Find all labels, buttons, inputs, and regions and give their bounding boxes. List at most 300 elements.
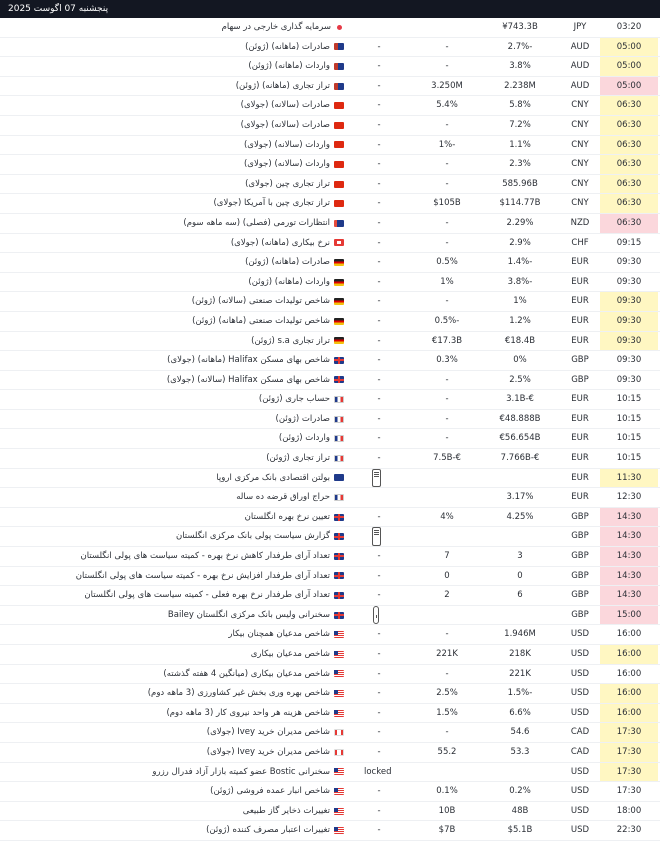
table-row[interactable] (0, 18, 660, 38)
event-name[interactable]: تراز تجاری (ماهانه) (ژوئن) (235, 80, 330, 91)
currency-code: CNY (571, 178, 589, 189)
currency-code: USD (570, 707, 590, 718)
event-name[interactable]: واردات (ماهانه) (ژوئن) (248, 276, 330, 287)
event-name[interactable]: شاخص مدعیان بیکاری (میانگین 4 هفته گذشته) (163, 668, 330, 679)
country-flag-icon (334, 651, 344, 658)
event-name[interactable]: انتظارات تورمی (فصلی) (سه ماهه سوم) (183, 217, 330, 228)
currency-code: CAD (570, 727, 590, 738)
country-flag-icon (334, 788, 344, 795)
actual-value: 1.2% (509, 315, 531, 326)
event-time: 16:00 (600, 704, 658, 723)
table-row[interactable] (0, 567, 660, 587)
actual-value: ¥743.3B (502, 22, 538, 32)
event-cell (152, 763, 344, 782)
event-cell (168, 606, 344, 625)
actual-value: 2.5% (509, 374, 531, 385)
actual-value: 7.766B-€ (500, 453, 540, 464)
table-row[interactable] (0, 273, 660, 293)
currency-code: USD (570, 766, 590, 777)
actual-value: 7.2% (509, 119, 531, 130)
table-row[interactable] (0, 214, 660, 234)
event-name[interactable]: حراج اوراق قرضه ده ساله (236, 492, 330, 503)
table-row[interactable] (0, 390, 660, 410)
event-name[interactable]: صادرات (سالانه) (جولای) (240, 100, 330, 111)
event-cell (245, 175, 344, 194)
country-flag-icon (334, 572, 344, 579)
event-name[interactable]: تغییرات اعتبار مصرف کننده (ژوئن) (206, 825, 330, 836)
event-cell (163, 665, 344, 684)
country-flag-icon (337, 25, 342, 30)
forecast-value: - (445, 61, 449, 72)
forecast-value: 0.1% (436, 786, 458, 797)
event-name[interactable]: واردات (ژوئن) (278, 433, 330, 444)
forecast-value: - (445, 413, 449, 424)
previous-value: - (377, 511, 381, 522)
table-row[interactable] (0, 527, 660, 547)
event-name[interactable]: صادرات (ماهانه) (ژوئن) (245, 41, 330, 52)
event-cell (207, 723, 344, 742)
event-name[interactable]: واردات (سالانه) (جولای) (243, 159, 330, 170)
actual-value: 3 (517, 551, 523, 562)
table-row[interactable] (0, 469, 660, 489)
forecast-value: €17.3B (431, 335, 463, 346)
report-doc-icon[interactable] (372, 527, 381, 546)
table-row[interactable] (0, 547, 660, 567)
country-flag-icon (334, 220, 344, 227)
currency-code: CNY (571, 100, 589, 111)
event-name[interactable]: شاخص مدعیان همچنان بیکار (228, 629, 330, 640)
country-flag-icon (334, 494, 344, 501)
table-row[interactable] (0, 57, 660, 77)
event-cell (245, 38, 344, 57)
country-flag-icon (334, 200, 344, 207)
forecast-value: 2.5% (436, 688, 458, 699)
previous-value: - (377, 217, 381, 228)
previous-value: - (377, 335, 381, 346)
table-row[interactable] (0, 645, 660, 665)
table-row[interactable] (0, 625, 660, 645)
actual-value: 0 (517, 570, 523, 581)
actual-value: 4.25% (506, 511, 534, 522)
table-row[interactable] (0, 429, 660, 449)
event-cell (210, 782, 344, 801)
table-row[interactable] (0, 175, 660, 195)
event-name[interactable]: شاخص تولیدات صنعتی (سالانه) (ژوئن) (191, 296, 330, 307)
event-time: 17:30 (600, 723, 658, 742)
event-cell (216, 469, 344, 488)
economic-calendar-table (0, 18, 660, 841)
previous-value: - (377, 394, 381, 405)
forecast-value: 1.5% (436, 707, 458, 718)
currency-code: EUR (571, 315, 589, 326)
forecast-value (412, 527, 482, 546)
table-row[interactable] (0, 96, 660, 116)
country-flag-icon (334, 259, 344, 266)
previous-value: - (377, 570, 381, 581)
country-flag-icon (334, 768, 344, 775)
country-flag-icon (334, 357, 344, 364)
table-row[interactable] (0, 782, 660, 802)
previous-value: - (377, 688, 381, 699)
event-cell (222, 18, 344, 37)
event-name[interactable]: واردات (سالانه) (جولای) (243, 139, 330, 150)
report-doc-icon[interactable] (372, 469, 381, 488)
country-flag-icon (334, 808, 344, 815)
previous-value: - (377, 551, 381, 562)
previous-value: - (377, 649, 381, 659)
event-cell (248, 57, 344, 76)
event-time: 17:30 (616, 786, 642, 797)
actual-value: 3.1B-€ (506, 394, 534, 405)
previous-value: - (377, 61, 381, 72)
forecast-value: 7.5B-€ (433, 453, 461, 464)
actual-value: 6 (517, 590, 523, 601)
forecast-value (412, 763, 482, 782)
event-cell (241, 96, 344, 115)
event-time: 14:30 (600, 527, 658, 546)
event-cell (231, 234, 344, 253)
event-name[interactable]: سخنرانی Bostic عضو کمیته بازار آزاد فدرال رزرو (152, 766, 330, 777)
forecast-value: 0.5% (436, 257, 458, 268)
country-flag-icon (334, 690, 344, 697)
actual-value: 5.8% (509, 100, 531, 111)
country-flag-icon (334, 318, 344, 325)
actual-value: 2.3% (509, 159, 531, 170)
event-time: 09:30 (600, 312, 658, 331)
forecast-value: - (445, 159, 449, 170)
previous-value: - (377, 139, 381, 150)
table-row[interactable] (0, 116, 660, 136)
currency-code: EUR (571, 492, 589, 503)
previous-value: - (377, 80, 381, 91)
actual-value: 585.96B (502, 178, 538, 189)
country-flag-icon (334, 102, 344, 109)
event-cell (248, 273, 344, 292)
country-flag-icon (334, 181, 344, 188)
currency-code: GBP (571, 551, 589, 562)
table-row[interactable] (0, 371, 660, 391)
table-row[interactable] (0, 763, 660, 783)
event-name[interactable]: بولتن اقتصادی بانک مرکزی اروپا (216, 472, 330, 483)
event-name[interactable]: تراز تجاری (ژوئن) (266, 453, 330, 464)
event-name[interactable]: گزارش سیاست پولی بانک مرکزی انگلستان (175, 531, 330, 542)
event-time: 16:00 (616, 629, 642, 640)
event-time: 14:30 (600, 586, 658, 605)
event-name[interactable]: تعداد آرای طرفدار افزایش نرخ بهره - کمیته سیاست های پولی انگلستان (75, 570, 330, 581)
actual-value: 2.238M (504, 80, 536, 91)
previous-value: - (377, 257, 381, 268)
country-flag-icon (334, 749, 344, 756)
country-flag-icon (334, 141, 344, 148)
forecast-value: - (445, 433, 449, 444)
event-name[interactable]: تعداد آرای طرفدار نرخ بهره فعلی - کمیته سیاست های پولی انگلستان (84, 590, 330, 601)
event-time: 14:30 (600, 567, 658, 586)
currency-code: CNY (571, 159, 589, 170)
forecast-value: - (445, 727, 449, 738)
event-name[interactable]: شاخص مدعیان بیکاری (250, 649, 330, 659)
table-row[interactable] (0, 665, 660, 685)
event-time: 06:30 (600, 214, 658, 233)
table-row[interactable] (0, 194, 660, 214)
forecast-value: - (445, 374, 449, 385)
event-cell (167, 351, 344, 370)
event-time: 09:30 (616, 257, 642, 268)
currency-code: USD (570, 688, 590, 699)
forecast-value: 3.250M (431, 80, 463, 91)
actual-value: 0% (513, 355, 527, 366)
event-name[interactable]: صادرات (ماهانه) (ژوئن) (245, 257, 330, 268)
event-cell (167, 371, 344, 390)
event-time: 11:30 (600, 469, 658, 488)
event-time: 09:30 (600, 332, 658, 351)
table-row[interactable] (0, 488, 660, 508)
event-time: 17:30 (600, 763, 658, 782)
forecast-value: - (445, 41, 449, 52)
forecast-value: - (445, 629, 449, 640)
table-row[interactable] (0, 292, 660, 312)
currency-code: USD (570, 649, 590, 659)
currency-code: EUR (571, 335, 589, 346)
event-time: 10:15 (616, 413, 642, 424)
actual-value: 3.8%- (507, 276, 533, 287)
forecast-value (412, 606, 482, 625)
event-name[interactable]: نرخ بیکاری (ماهانه) (جولای) (230, 237, 330, 248)
event-time: 06:30 (600, 136, 658, 155)
event-name[interactable]: شاخص مدیران خرید Ivey (جولای) (206, 727, 330, 738)
table-row[interactable] (0, 723, 660, 743)
forecast-value (412, 469, 482, 488)
table-row[interactable] (0, 410, 660, 430)
previous-value: - (377, 786, 381, 797)
actual-value: 54.6 (510, 727, 530, 738)
forecast-value: 221K (436, 649, 458, 659)
previous-value: - (377, 276, 381, 287)
table-row[interactable] (0, 606, 660, 626)
table-row[interactable] (0, 508, 660, 528)
event-time: 17:30 (600, 743, 658, 762)
event-time: 06:30 (600, 96, 658, 115)
event-name[interactable]: واردات (ماهانه) (ژوئن) (248, 61, 330, 72)
event-name[interactable]: حساب جاری (ژوئن) (258, 394, 330, 405)
actual-value: 0.2% (509, 786, 531, 797)
currency-code: GBP (571, 355, 589, 366)
actual-value (486, 606, 554, 625)
event-cell (84, 586, 344, 605)
currency-code: CHF (571, 237, 589, 248)
event-name[interactable]: تراز تجاری چین (جولای) (245, 178, 330, 189)
currency-code: EUR (571, 296, 589, 307)
forecast-value: - (445, 178, 449, 189)
table-row[interactable] (0, 77, 660, 97)
event-cell (245, 508, 344, 527)
forecast-value: 0.3% (436, 355, 458, 366)
previous-value: - (377, 237, 381, 248)
currency-code: GBP (571, 609, 589, 620)
forecast-value: 10B (438, 805, 456, 816)
event-time: 22:30 (616, 825, 642, 836)
country-flag-icon (334, 533, 344, 540)
previous-value: - (377, 805, 381, 816)
table-row[interactable] (0, 586, 660, 606)
event-cell (207, 743, 344, 762)
forecast-value: - (445, 668, 449, 679)
currency-code: NZD (570, 217, 590, 228)
actual-value: 6.6% (509, 707, 531, 718)
table-row[interactable] (0, 743, 660, 763)
event-time: 09:30 (616, 276, 642, 287)
event-time: 14:30 (600, 508, 658, 527)
forecast-value: - (445, 296, 449, 307)
country-flag-icon (334, 279, 344, 286)
event-cell (192, 312, 344, 331)
event-time: 06:30 (600, 175, 658, 194)
event-name[interactable]: شاخص تولیدات صنعتی (ماهانه) (ژوئن) (192, 315, 330, 326)
currency-code: GBP (571, 590, 589, 601)
event-name[interactable]: شاخص هزینه هر واحد نیروی کار (3 ماهه دوم) (166, 707, 330, 718)
event-cell (192, 292, 344, 311)
currency-code: AUD (570, 41, 590, 52)
event-time: 06:30 (600, 194, 658, 213)
actual-value (486, 469, 554, 488)
country-flag-icon (334, 827, 344, 834)
event-time: 15:00 (600, 606, 658, 625)
actual-value: 1.1% (509, 139, 531, 150)
table-row[interactable] (0, 802, 660, 822)
event-cell (251, 332, 344, 351)
previous-value: - (377, 453, 381, 464)
country-flag-icon (334, 455, 344, 462)
country-flag-icon (334, 122, 344, 129)
event-cell (245, 253, 344, 272)
event-cell (76, 567, 344, 586)
actual-value: $5.1B (507, 825, 533, 836)
actual-value: $114.77B (499, 198, 541, 209)
table-row[interactable] (0, 136, 660, 156)
event-cell (236, 77, 344, 96)
forecast-value: 2 (444, 590, 450, 601)
event-name[interactable]: شاخص بهره وری بخش غیر کشاورزی (3 ماهه دوم) (147, 688, 330, 699)
currency-code: USD (570, 786, 590, 797)
event-name[interactable]: صادرات (سالانه) (جولای) (240, 119, 330, 130)
forecast-value (412, 18, 482, 37)
event-name[interactable]: تراز تجاری s.a (ژوئن) (251, 335, 330, 346)
previous-value: - (377, 159, 381, 170)
event-cell (251, 645, 344, 664)
event-cell (81, 547, 344, 566)
currency-code: AUD (570, 61, 590, 72)
event-time: 05:00 (600, 57, 658, 76)
event-cell (236, 488, 344, 507)
currency-code: USD (570, 668, 590, 679)
event-name[interactable]: صادرات (ژوئن) (275, 413, 330, 424)
event-time: 10:15 (616, 433, 642, 444)
country-flag-icon (334, 553, 344, 560)
table-row[interactable] (0, 234, 660, 254)
event-name[interactable]: سخنرانی ولیس بانک مرکزی انگلستان Bailey (167, 609, 330, 620)
actual-value: 1.4%- (507, 257, 533, 268)
date-header (0, 0, 660, 18)
currency-code: EUR (571, 276, 589, 287)
event-time: 09:15 (616, 237, 642, 248)
previous-value (348, 488, 410, 507)
actual-value: €48.888B (499, 413, 541, 424)
actual-value: 2.9% (509, 237, 531, 248)
event-name[interactable]: شاخص انبار عمده فروشی (ژوئن) (210, 786, 330, 797)
previous-value: - (377, 315, 381, 326)
actual-value (486, 763, 554, 782)
event-time: 10:15 (616, 394, 642, 405)
currency-code: EUR (571, 413, 589, 424)
microphone-icon[interactable] (373, 606, 379, 625)
country-flag-icon (334, 729, 344, 736)
event-time: 05:00 (600, 77, 658, 96)
currency-code: GBP (571, 531, 589, 542)
previous-value: - (377, 668, 381, 679)
event-name[interactable]: شاخص مدیران خرید Ivey (جولای) (206, 746, 330, 757)
actual-value: 48B (511, 805, 529, 816)
table-row[interactable] (0, 38, 660, 58)
forecast-value: 0 (444, 570, 450, 581)
previous-value: - (377, 374, 381, 385)
previous-value: - (377, 825, 381, 836)
table-row[interactable] (0, 155, 660, 175)
actual-value: 2.7%- (507, 41, 533, 52)
currency-code: GBP (571, 374, 589, 385)
actual-value (486, 527, 554, 546)
forecast-value (412, 488, 482, 507)
date-label: پنجشنبه 07 اگوست 2025 (8, 4, 109, 14)
country-flag-icon (334, 710, 344, 717)
forecast-value: - (445, 119, 449, 130)
previous-value (348, 606, 410, 625)
event-name[interactable]: تراز تجاری چین با آمریکا (جولای) (213, 198, 330, 209)
actual-value: 1.946M (504, 629, 536, 640)
event-time: 09:30 (600, 292, 658, 311)
country-flag-icon (334, 298, 344, 305)
table-row[interactable] (0, 684, 660, 704)
table-row[interactable] (0, 312, 660, 332)
event-name[interactable]: تعیین نرخ بهره انگلستان (244, 511, 330, 522)
actual-value: 3.17% (506, 492, 534, 503)
table-row[interactable] (0, 821, 660, 841)
currency-code: USD (570, 825, 590, 836)
country-flag-icon (334, 43, 344, 50)
table-row[interactable] (0, 253, 660, 273)
event-name[interactable]: تغییرات ذخایر گاز طبیعی (242, 805, 330, 816)
actual-value: 1% (513, 296, 527, 307)
event-name[interactable]: تعداد آرای طرفدار کاهش نرخ بهره - کمیته سیاست های پولی انگلستان (80, 551, 330, 562)
table-row[interactable] (0, 351, 660, 371)
currency-code: EUR (571, 453, 589, 464)
event-name[interactable]: سرمایه گذاری خارجی در سهام (221, 22, 331, 32)
country-flag-icon (334, 631, 344, 638)
table-row[interactable] (0, 704, 660, 724)
previous-value: - (377, 746, 381, 757)
table-row[interactable] (0, 332, 660, 352)
previous-value: - (377, 590, 381, 601)
event-name[interactable]: شاخص بهای مسکن Halifax (ماهانه) (جولای) (167, 355, 330, 366)
table-row[interactable] (0, 449, 660, 469)
currency-code: EUR (571, 433, 589, 444)
event-name[interactable]: شاخص بهای مسکن Halifax (سالانه) (جولای) (166, 374, 330, 385)
previous-value: - (377, 119, 381, 130)
event-time: 06:30 (600, 116, 658, 135)
event-cell (183, 214, 344, 233)
country-flag-icon (334, 435, 344, 442)
actual-value: 53.3 (510, 746, 530, 757)
event-cell (243, 802, 344, 821)
previous-value: - (377, 296, 381, 307)
